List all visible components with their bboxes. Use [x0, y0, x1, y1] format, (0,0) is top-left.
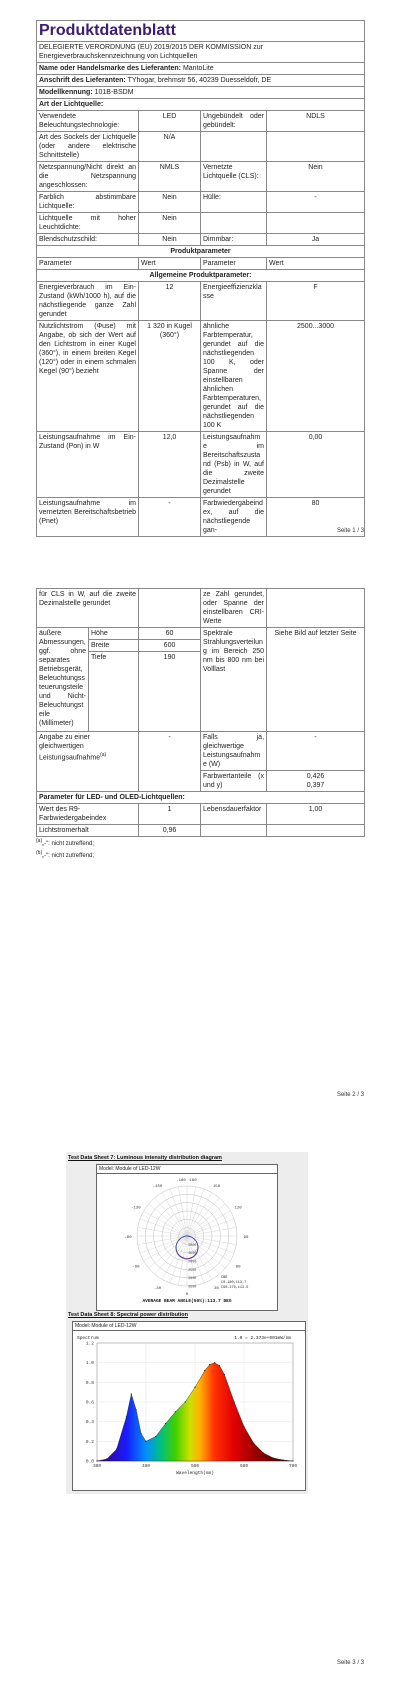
x-tick-label: 680: [239, 1464, 249, 1469]
polar-legend-entry: C90-270,113.5: [221, 1286, 249, 1290]
row-label: Ungebündelt oder gebündelt:: [201, 111, 267, 132]
y-tick-label: 1.2: [85, 1341, 94, 1347]
footnote-a: $^{(a)}$„-“: nicht zutreffend;: [36, 838, 95, 847]
supplier-name: MantoLite: [182, 65, 214, 72]
scanned-test-sheet: [66, 1152, 308, 1494]
type-row: [37, 213, 365, 234]
polar-angle-label: 120: [234, 1206, 242, 1211]
spectrum-point: [175, 1411, 176, 1412]
row-label: Verwendete Beleuchtungstechnologie:: [37, 111, 139, 132]
polar-radius-label: 2500: [188, 1268, 197, 1273]
col-value-2: Wert: [267, 258, 365, 270]
row-label: ähnliche Farbtemperatur, gerundet auf die nächstliegenden 100 K, oder Spanne der einstellbaren ähnlichen Farbtemperaturen, gerundet auf die nächstliegenden 100 K: [201, 321, 267, 432]
row-label: [201, 213, 267, 234]
x-tick-label: 580: [190, 1464, 200, 1469]
row-label: Dimmbar:: [201, 234, 267, 246]
spectrum-point: [209, 1364, 210, 1365]
y-tick-label: 0.8: [85, 1380, 94, 1386]
spectrum-point: [234, 1401, 235, 1402]
equiv-power-w-value: -: [267, 732, 365, 771]
footnote-b: $^{(b)}$„-“: nicht zutreffend;: [36, 850, 95, 859]
row-value: [267, 213, 365, 234]
supplier-address: TYhogar, brehmstr 56, 40239 Duesseldofr, DE: [127, 77, 272, 84]
supplier-name-row: [37, 63, 365, 75]
dim-height-label: Höhe: [89, 628, 139, 640]
spectrum-point: [106, 1458, 107, 1459]
type-row: [37, 234, 365, 246]
dim-height-value: 60: [139, 628, 201, 640]
spectrum-point: [273, 1457, 274, 1458]
type-row: [37, 162, 365, 192]
row-label: Farbwiedergabeindex, auf die nächstliegende gan-: [201, 498, 267, 537]
spectrum-frame: [72, 1321, 306, 1491]
y-tick-label: 0.6: [85, 1400, 94, 1406]
row-label: Energieeffizienzklasse: [201, 282, 267, 321]
param-rows: [37, 282, 365, 537]
polar-radius-label: 3000: [188, 1277, 197, 1282]
spectrum-point: [145, 1441, 146, 1442]
supplier-address-row: [37, 75, 365, 87]
row-value: NDLS: [267, 111, 365, 132]
general-params-heading: Allgemeine Produktparameter:: [37, 270, 365, 282]
row-label: Leistungsaufnahme im Bereitschaftszustand (Psb) in W, auf die zweite Dezimalstelle gerundet: [201, 432, 267, 498]
row-value: F: [267, 282, 365, 321]
supplier-address-label: Anschrift des Lieferanten:: [39, 77, 126, 84]
polar-radius-label: 1000: [188, 1243, 197, 1248]
spectrum-point: [96, 1460, 97, 1461]
model-label: Modellkennung:: [39, 89, 93, 96]
polar-angle-label: 180: [189, 1179, 197, 1183]
page-number-2: Seite 2 / 3: [336, 1092, 364, 1098]
spectrum-point: [224, 1374, 225, 1375]
spectral-value: Siehe Bild auf letzter Seite: [267, 628, 365, 732]
y-tick-label: 0.4: [85, 1420, 94, 1426]
row-label: Lichtquelle mit hoher Leuchtdichte:: [37, 213, 139, 234]
page-2: [36, 588, 364, 861]
row-value: -: [139, 498, 201, 537]
x-tick-label: 480: [141, 1464, 151, 1469]
spectrum-point: [136, 1409, 137, 1410]
polar-angle-label: 30: [214, 1287, 219, 1292]
row-label: Netzspannung/Nicht direkt an die Netzspannung angeschlossen:: [37, 162, 139, 192]
supplier-name-label: Name oder Handelsmarke des Lieferanten:: [39, 65, 181, 72]
model-row: [37, 87, 365, 99]
dimensions-label: äußere Abmessungen, ggf. ohne separates Betriebsgerät, Beleuchtungssteuerungsteile und Nicht-Beleuchtungsteile (Millimeter): [37, 628, 89, 732]
spectrum-point: [214, 1362, 215, 1363]
chromaticity-label: Farbwertanteile (x und y): [201, 771, 267, 792]
polar-legend-entry: C0-180,113.7: [221, 1281, 247, 1285]
row-value: Ja: [267, 234, 365, 246]
polar-diagram: [97, 1174, 277, 1308]
type-rows: [37, 111, 365, 246]
polar-radius-label: 3500: [188, 1285, 197, 1290]
r9-label: Wert des R9-Farbwiedergabeindex: [37, 804, 139, 825]
r9-value: 1: [139, 804, 201, 825]
spectrum-chart: [73, 1331, 305, 1489]
row-value: 80: [267, 498, 365, 537]
y-tick-label: 0.0: [85, 1459, 94, 1465]
row-value: [267, 132, 365, 162]
row-label: Leistungsaufnahme im vernetzten Bereitschaftsbetrieb (Pnet): [37, 498, 139, 537]
row-value: LED: [139, 111, 201, 132]
col-value-1: Wert: [139, 258, 201, 270]
lumen-maintenance-value: 0,96: [139, 825, 201, 837]
spectrum-point: [155, 1436, 156, 1437]
spectrum-point: [141, 1433, 142, 1434]
row-label: Blendschutzschild:: [37, 234, 139, 246]
row-value: NMLS: [139, 162, 201, 192]
row-value: N/A: [139, 132, 201, 162]
type-row: [37, 192, 365, 213]
row-value: 12,0: [139, 432, 201, 498]
sheet7-title: Test Data Sheet 7: Luminous intensity distribution diagram: [68, 1155, 222, 1161]
row-value: Nein: [267, 162, 365, 192]
row-value: 1 320 in Kugel (360°): [139, 321, 201, 432]
polar-angle-label: 150: [212, 1184, 221, 1189]
spectrum-point: [253, 1443, 254, 1444]
row-value: Nein: [139, 192, 201, 213]
spectrum-point: [126, 1416, 127, 1417]
polar-angle-label: -60: [132, 1265, 140, 1270]
datasheet-table-page1: [36, 20, 365, 537]
equiv-power-label: Angabe zu einer gleichwertigen Leistungsaufnahme$^{(a)}$: [37, 732, 139, 792]
y-axis-label: Spectrum: [77, 1336, 99, 1341]
datasheet-table-page2: [36, 588, 365, 837]
params-heading: Produktparameter: [37, 246, 365, 258]
row-value: Nein: [139, 234, 201, 246]
row-value: Nein: [139, 213, 201, 234]
x-tick-label: 380: [92, 1464, 102, 1469]
row-label: Hülle:: [201, 192, 267, 213]
spectrum-point: [116, 1449, 117, 1450]
polar-angle-label: 90: [243, 1236, 249, 1240]
spectrum-point: [185, 1401, 186, 1402]
x-tick-label: 780: [288, 1464, 298, 1469]
sheet8-model: Model: Module of LED-12W: [73, 1322, 305, 1331]
chromaticity-value: 0,426 0,397: [267, 771, 365, 792]
row-label: Leistungsaufnahme im Ein-Zustand (Pon) in W: [37, 432, 139, 498]
sheet8-title: Test Data Sheet 8: Spectral power distribution: [68, 1312, 189, 1318]
type-heading: Art der Lichtquelle:: [37, 99, 365, 111]
type-row: [37, 111, 365, 132]
page-number-1: Seite 1 / 3: [336, 528, 364, 534]
row-value: 2500...3000: [267, 321, 365, 432]
y-tick-label: 0.2: [85, 1439, 94, 1445]
cls-standby-label-cont: für CLS in W, auf die zweite Dezimalstelle gerundet: [37, 589, 139, 628]
equiv-power-w-label: Falls ja, gleichwertige Leistungsaufnahme (W): [201, 732, 267, 771]
row-label: Art des Sockels der Lichtquelle (oder andere elektrische Schnittstelle): [37, 132, 139, 162]
survival-value: 1,00: [267, 804, 365, 825]
spectrum-point: [283, 1459, 284, 1460]
dim-depth-label: Tiefe: [89, 652, 139, 732]
page-1: [36, 20, 364, 537]
survival-label: Lebensdauerfaktor: [201, 804, 267, 825]
spectrum-point: [204, 1370, 205, 1371]
row-value: -: [267, 192, 365, 213]
sheet7-model: Model: Module of LED-12W: [97, 1165, 277, 1174]
model-id: 101B-BSDM: [94, 89, 134, 96]
polar-angle-label: -180: [176, 1179, 186, 1183]
param-row: [37, 321, 365, 432]
polar-angle-label: 0: [185, 1293, 189, 1297]
polar-angle-label: -150: [152, 1184, 163, 1189]
polar-legend-entry: CBR: [221, 1276, 228, 1280]
row-value: 12: [139, 282, 201, 321]
param-row: [37, 498, 365, 537]
polar-angle-label: -120: [131, 1206, 141, 1211]
col-param-2: Parameter: [201, 258, 267, 270]
spectrum-point: [243, 1426, 244, 1427]
param-row: [37, 282, 365, 321]
spectrum-point: [263, 1453, 264, 1454]
polar-radius-label: 2000: [188, 1260, 197, 1265]
spectrum-point: [165, 1423, 166, 1424]
page-number-3: Seite 3 / 3: [336, 1660, 364, 1666]
row-value: 0,00: [267, 432, 365, 498]
spectrum-point: [292, 1460, 293, 1461]
x-axis-label: Wavelength(nm): [176, 1471, 214, 1476]
cri-label-cont: ze Zahl gerundet, oder Spanne der einstellbaren CRI-Werte: [201, 589, 267, 628]
polar-radius-label: 1500: [188, 1252, 197, 1257]
led-heading: Parameter für LED- und OLED-Lichtquellen:: [37, 792, 365, 804]
dim-width-label: Breite: [89, 640, 139, 652]
spectrum-point: [219, 1365, 220, 1366]
polar-angle-label: -30: [153, 1287, 162, 1292]
row-label: Farblich abstimmbare Lichtquelle:: [37, 192, 139, 213]
page-title: Produktdatenblatt: [37, 21, 365, 42]
param-row: [37, 432, 365, 498]
polar-angle-label: -90: [124, 1236, 132, 1240]
spectral-label: Spektrale Strahlungsverteilung im Bereich 250 nm bis 800 nm bei Volllast: [201, 628, 267, 732]
row-label: Vernetzte Lichtquelle (CLS):: [201, 162, 267, 192]
lumen-maintenance-label: Lichtstromerhalt: [37, 825, 139, 837]
type-row: [37, 132, 365, 162]
dim-width-value: 600: [139, 640, 201, 652]
row-label: Nutzlichtstrom (Φuse) mit Angabe, ob sich der Wert auf den Lichtstrom in einer Kugel (360°), in einem breiten Kegel (120°) oder in einem schmalen Kegel (90°) bezieht: [37, 321, 139, 432]
equiv-power-value: -: [139, 732, 201, 792]
polar-footer: AVERAGE BEAM ANGLE(50%):113.7 DEG: [142, 1299, 232, 1304]
regulation-text: DELEGIERTE VERORDNUNG (EU) 2019/2015 DER KOMMISSION zur Energieverbrauchskennzeichnung von Lichtquellen: [37, 42, 365, 63]
spectrum-point: [131, 1394, 132, 1395]
polar-frame: [96, 1164, 278, 1311]
spectrum-point: [194, 1387, 195, 1388]
col-param-1: Parameter: [37, 258, 139, 270]
polar-angle-label: 60: [235, 1265, 241, 1270]
row-label: Energieverbrauch im Ein-Zustand (kWh/1000 h), auf die nächstliegende ganze Zahl gerundet: [37, 282, 139, 321]
y-tick-label: 1.0: [85, 1361, 94, 1367]
dim-depth-value: 190: [139, 652, 201, 732]
spectrum-scale-note: 1.0 = 2.373e+001mW/nm: [234, 1336, 291, 1341]
row-label: [201, 132, 267, 162]
